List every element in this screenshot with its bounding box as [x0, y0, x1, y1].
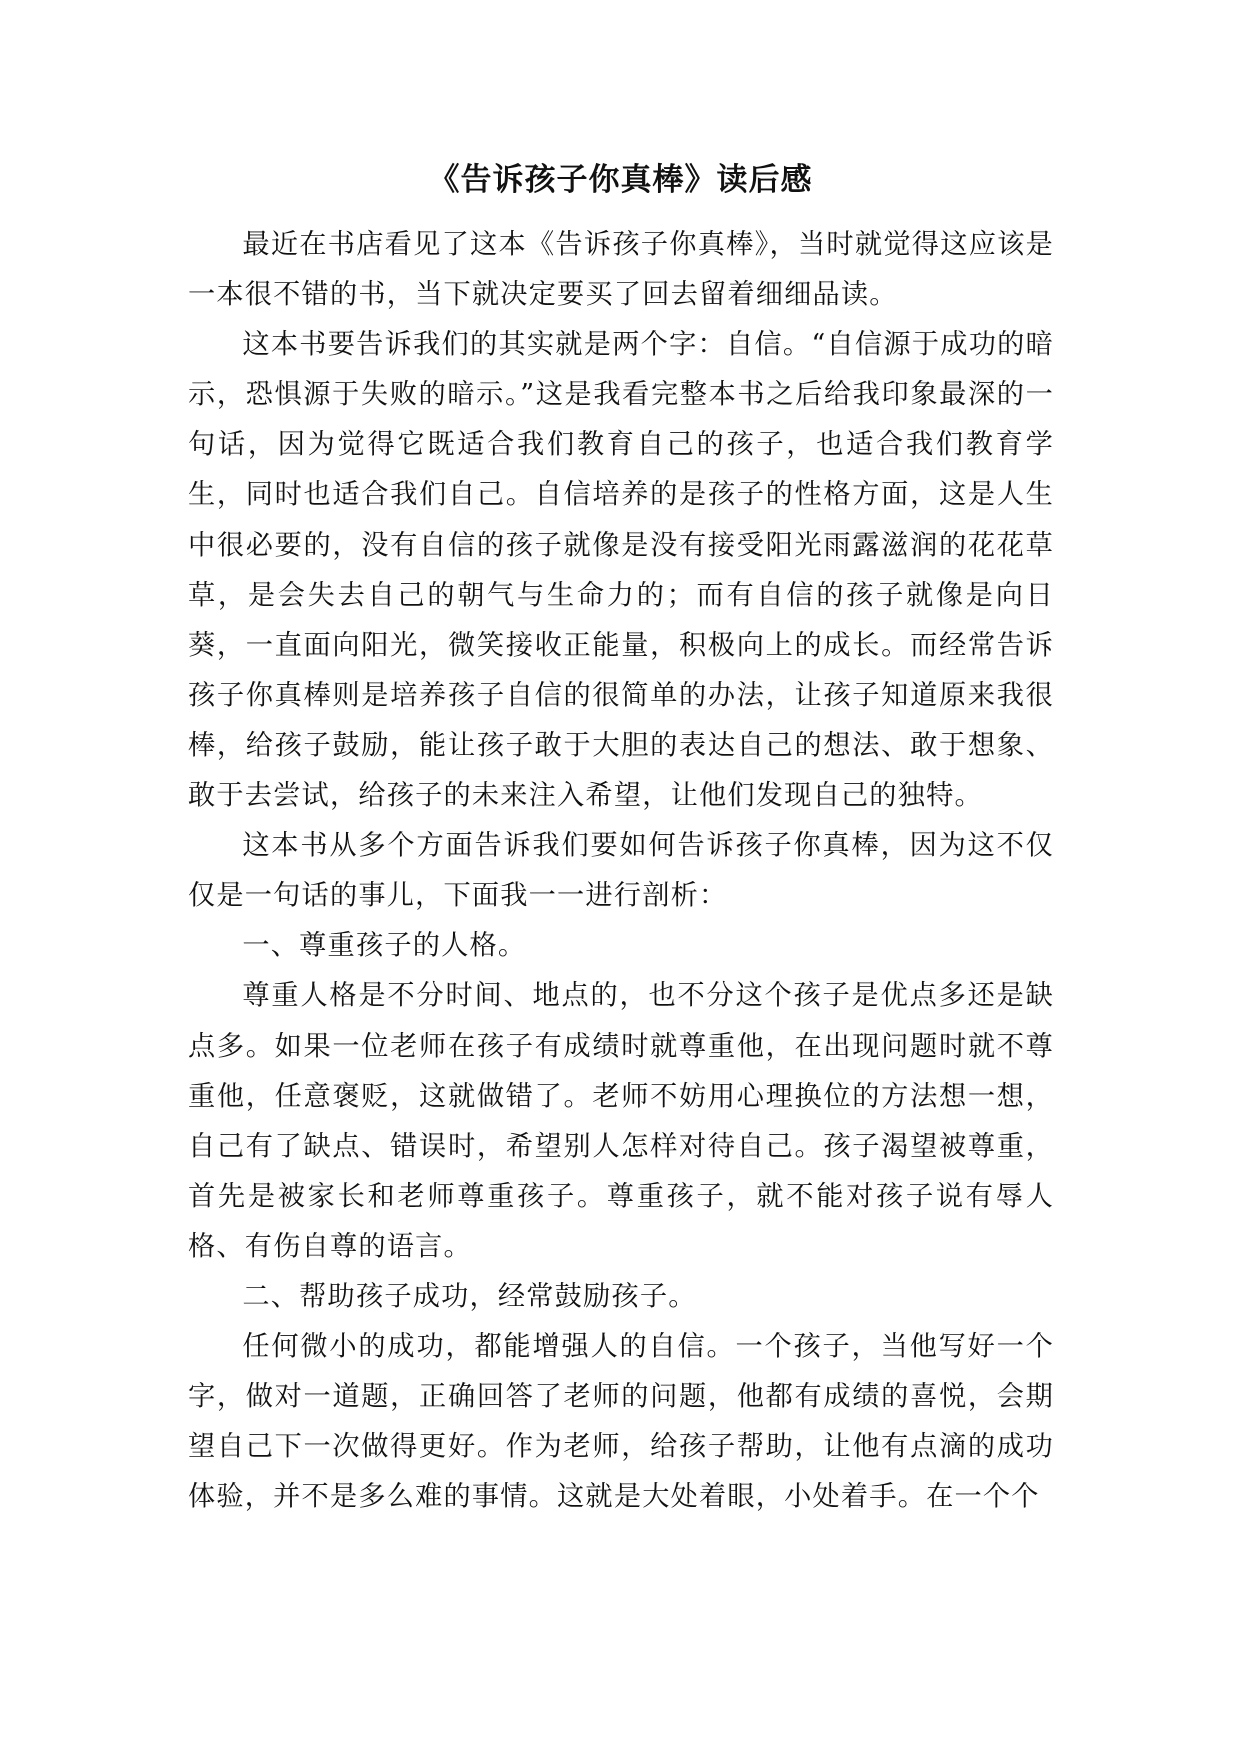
- section-heading: 一、尊重孩子的人格。: [242, 930, 527, 962]
- paragraph: 任何微小的成功，都能增强人的自信。一个孩子，当他写好一个字，做对一道题，正确回答了老师的问题，他都有成绩的喜悦，会期望自己下一次做得更好。作为老师，给孩子帮助，让他有点滴的成功体验，并不是多么难的事情。这就是大处着眼，小处着手。在一个个: [188, 1331, 1054, 1513]
- paragraph: 尊重人格是不分时间、地点的，也不分这个孩子是优点多还是缺点多。如果一位老师在孩子有成绩时就尊重他，在出现问题时就不尊重他，任意褒贬，这就做错了。老师不妨用心理换位的方法想一想，自己有了缺点、错误时，希望别人怎样对待自己。孩子渴望被尊重，首先是被家长和老师尊重孩子。尊重孩子，就不能对孩子说有辱人格、有伤自尊的语言。: [188, 980, 1054, 1262]
- paragraph: 这本书从多个方面告诉我们要如何告诉孩子你真棒，因为这不仅仅是一句话的事儿，下面我一一进行剖析：: [188, 830, 1054, 912]
- document-title: 《告诉孩子你真棒》读后感: [428, 162, 813, 198]
- document-body: [188, 220, 1054, 1522]
- section-heading: 二、帮助孩子成功，经常鼓励孩子。: [242, 1280, 697, 1312]
- paragraph: 这本书要告诉我们的其实就是两个字：自信。“自信源于成功的暗示，恐惧源于失败的暗示。”这是我看完整本书之后给我印象最深的一句话，因为觉得它既适合我们教育自己的孩子，也适合我们教育学生，同时也适合我们自己。自信培养的是孩子的性格方面，这是人生中很必要的，没有自信的孩子就像是没有接受阳光雨露滋润的花花草草，是会失去自己的朝气与生命力的；而有自信的孩子就像是向日葵，一直面向阳光，微笑接收正能量，积极向上的成长。而经常告诉孩子你真棒则是培养孩子自信的很简单的办法，让孩子知道原来我很棒，给孩子鼓励，能让孩子敢于大胆的表达自己的想法、敢于想象、敢于去尝试，给孩子的未来注入希望，让他们发现自己的独特。: [188, 329, 1054, 812]
- paragraph: 最近在书店看见了这本《告诉孩子你真棒》，当时就觉得这应该是一本很不错的书，当下就决定要买了回去留着细细品读。: [188, 229, 1054, 311]
